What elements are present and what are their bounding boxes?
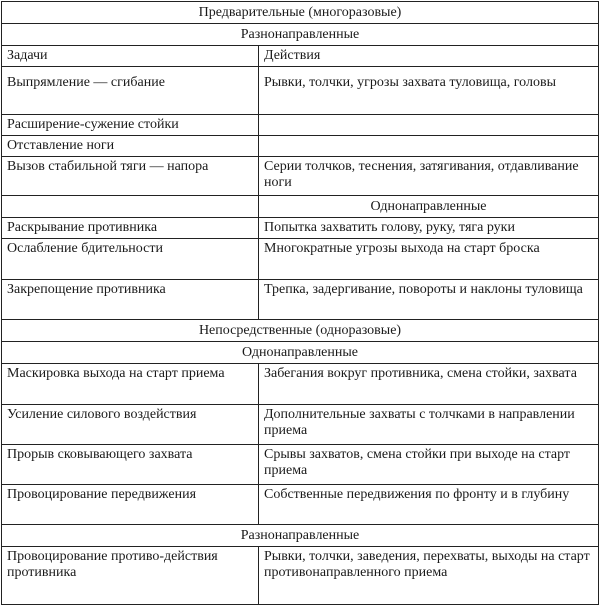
action-cell: Трепка, задергивание, повороты и наклоны туловища <box>259 280 599 320</box>
task-cell: Выпрямление — сгибание <box>2 67 259 115</box>
action-cell: Попытка захватить голову, руку, тяга руки <box>259 218 599 239</box>
table-row <box>2 445 599 485</box>
table-row <box>2 485 599 525</box>
table-row <box>2 547 599 605</box>
action-cell: Многократные угрозы выхода на старт броска <box>259 239 599 280</box>
action-cell: Дополнительные захваты с толчками в направлении приема <box>259 405 599 445</box>
task-cell: Отставление ноги <box>2 136 259 157</box>
section-row <box>2 2 599 24</box>
action-cell: Серии толчков, теснения, затягивания, отдавливание ноги <box>259 157 599 196</box>
task-cell: Вызов стабильной тяги — напора <box>2 157 259 196</box>
task-cell: Раскрывание противника <box>2 218 259 239</box>
tactics-table <box>1 1 599 605</box>
action-cell <box>259 115 599 136</box>
table-row <box>2 405 599 445</box>
section-row <box>2 320 599 342</box>
subsection-row <box>2 24 599 46</box>
table-row <box>2 136 599 157</box>
task-cell: Провоцирование противо-действия противника <box>2 547 259 605</box>
subsection-row <box>2 525 599 547</box>
action-cell: Собственные передвижения по фронту и в глубину <box>259 485 599 525</box>
header-row <box>2 46 599 67</box>
task-cell: Закрепощение противника <box>2 280 259 320</box>
action-cell: Рывки, толчки, угрозы захвата туловища, головы <box>259 67 599 115</box>
table-row <box>2 239 599 280</box>
subsection-multi-direction: Разнонаправленные <box>2 24 599 46</box>
table-row <box>2 218 599 239</box>
action-cell: Срывы захватов, смена стойки при выходе на старт приема <box>259 445 599 485</box>
empty-cell <box>2 196 259 218</box>
task-cell: Ослабление бдительности <box>2 239 259 280</box>
subsection-one-direction-2: Однонаправленные <box>2 342 599 364</box>
action-cell: Забегания вокруг противника, смена стойки, захвата <box>259 364 599 405</box>
header-actions: Действия <box>259 46 599 67</box>
header-tasks: Задачи <box>2 46 259 67</box>
task-cell: Прорыв сковывающего захвата <box>2 445 259 485</box>
subsection-multi-direction-2: Разнонаправленные <box>2 525 599 547</box>
subsection-one-direction: Однонаправленные <box>259 196 599 218</box>
action-cell: Рывки, толчки, заведения, перехваты, выходы на старт противонаправленного приема <box>259 547 599 605</box>
action-cell <box>259 136 599 157</box>
subsection-row <box>2 342 599 364</box>
section-title-immediate: Непосредственные (одноразовые) <box>2 320 599 342</box>
subsection-row <box>2 196 599 218</box>
table-row <box>2 115 599 136</box>
table-row <box>2 67 599 115</box>
table-row <box>2 364 599 405</box>
task-cell: Расширение-сужение стойки <box>2 115 259 136</box>
task-cell: Провоцирование передвижения <box>2 485 259 525</box>
table-row <box>2 157 599 196</box>
task-cell: Маскировка выхода на старт приема <box>2 364 259 405</box>
task-cell: Усиление силового воздействия <box>2 405 259 445</box>
section-title-preliminary: Предварительные (многоразовые) <box>2 2 599 24</box>
table-row <box>2 280 599 320</box>
